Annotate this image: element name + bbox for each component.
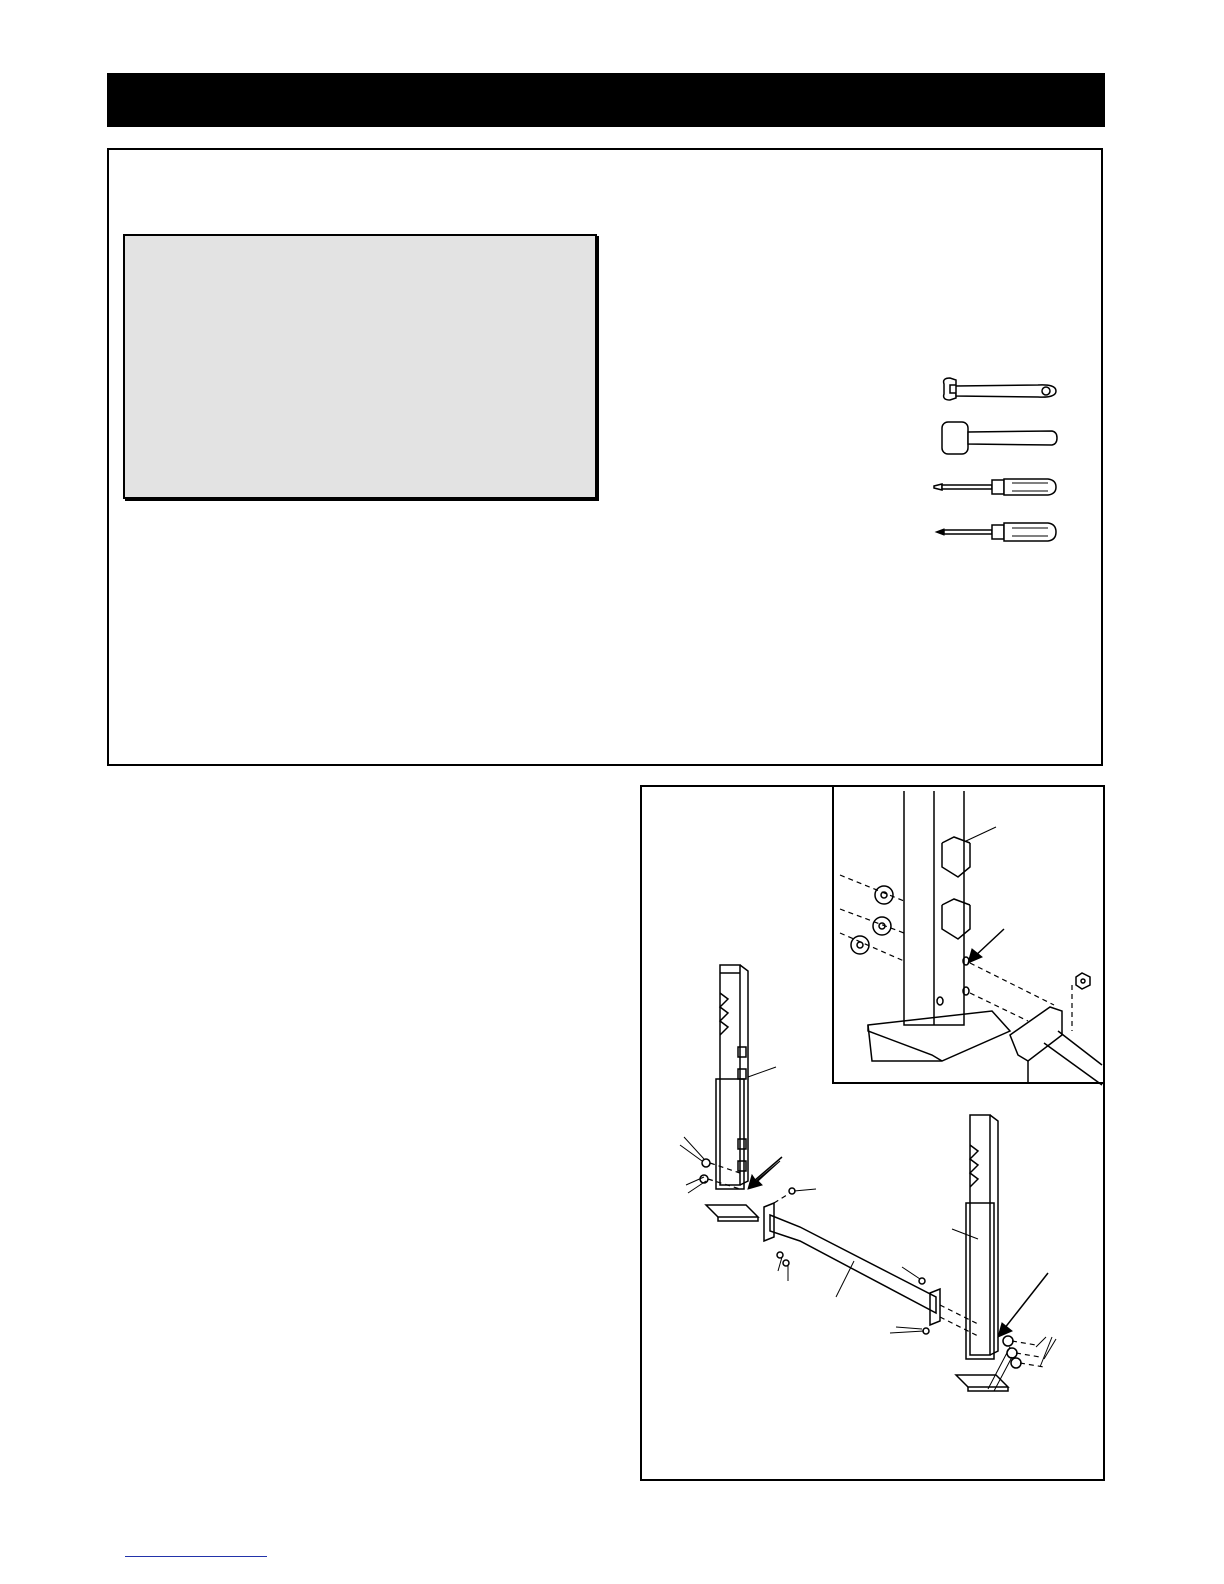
- phillips-screwdriver-icon: [934, 520, 1058, 544]
- footer-rule: [125, 1556, 267, 1557]
- rubber-mallet-icon: [940, 418, 1058, 458]
- arrow-shaft: [754, 1157, 782, 1181]
- section-title-bar: [107, 73, 1105, 127]
- arrow-icon: [748, 1161, 780, 1189]
- flat-screwdriver-icon: [932, 476, 1058, 498]
- leader-lines: [680, 1067, 1056, 1391]
- right-upright: [956, 1115, 1008, 1391]
- upright-base-bolt-detail-drawing: [832, 785, 1105, 1084]
- arrow-shaft: [1004, 1273, 1048, 1329]
- adjustable-wrench-icon: [938, 376, 1058, 406]
- note-box: [123, 234, 597, 499]
- arrow-icon: [998, 1323, 1012, 1337]
